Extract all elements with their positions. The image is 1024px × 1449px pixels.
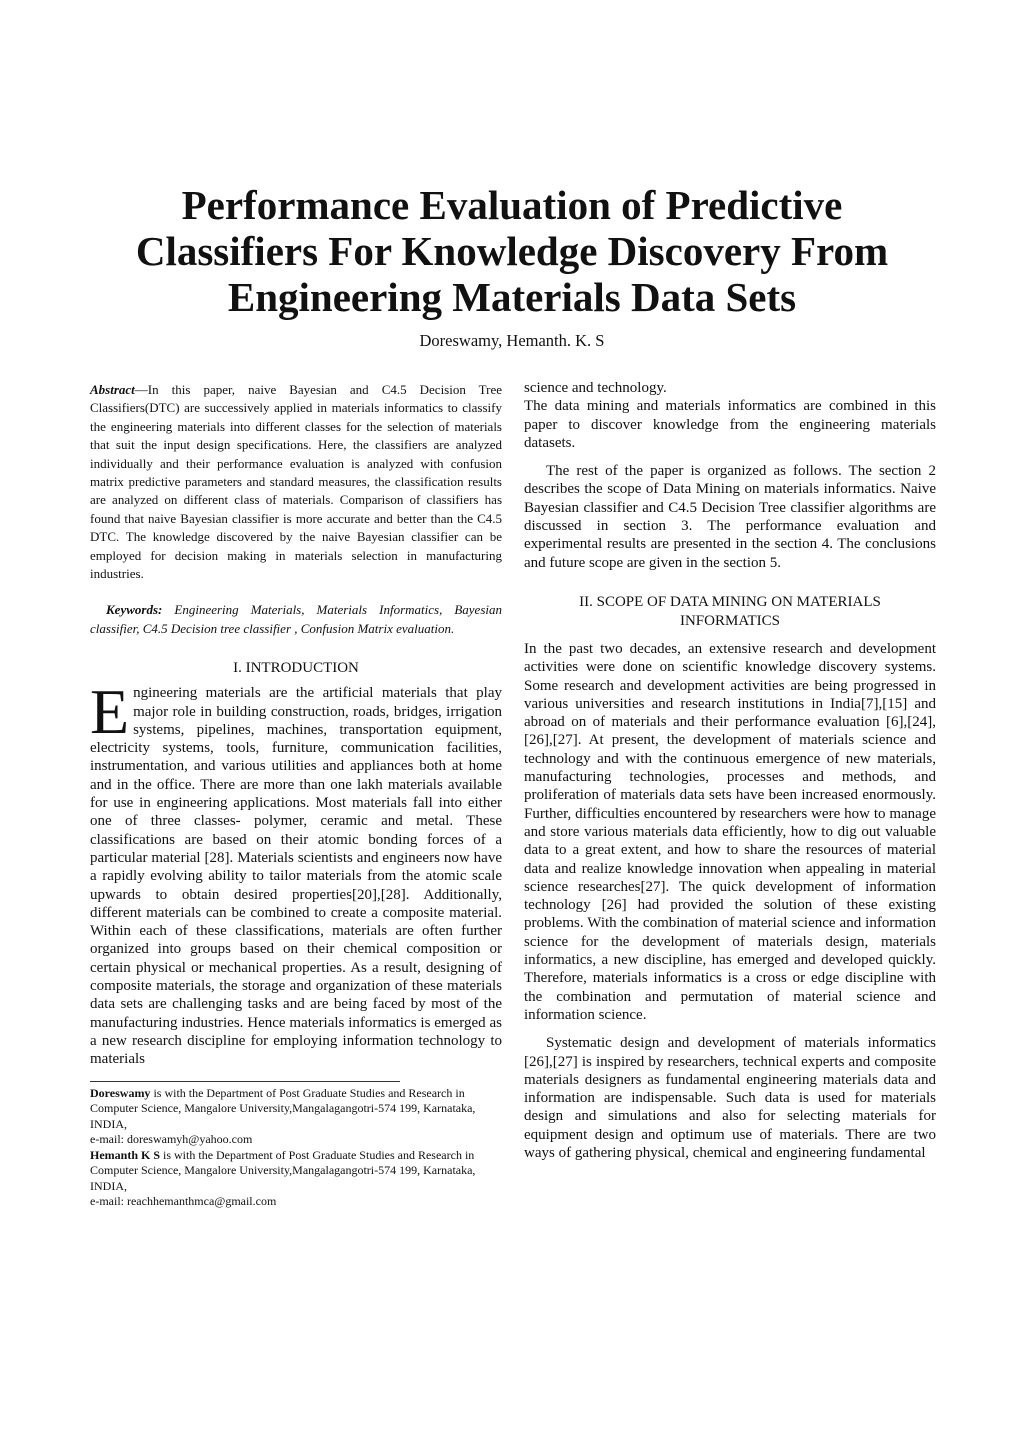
- footnote-author1-name: Doreswamy: [90, 1085, 151, 1100]
- footnote-divider: [90, 1081, 400, 1082]
- footnote-author1-email[interactable]: e-mail: doreswamyh@yahoo.com: [90, 1132, 253, 1147]
- intro-continuation-3: The rest of the paper is organized as follows. The section 2 describes the scope of Data Mining on materials informatics. Naive Bayesian classifier and C4.5 Decision Tree classifier algorithms are discussed in section 3. The performance evaluation and experimental results are presented in the section 4. The conclusions and future scope are given in the section 5.: [524, 463, 936, 571]
- abstract-dash: —: [134, 382, 148, 397]
- keywords-label: Keywords:: [106, 602, 163, 618]
- introduction-paragraph: [90, 676, 502, 1068]
- section2-heading-line2: INFORMATICS: [679, 612, 781, 629]
- footnote-author1: [90, 1086, 502, 1133]
- intro-continuation-2: The data mining and materials informatics are combined in this paper to discover knowledge from the engineering materials datasets.: [524, 398, 936, 451]
- left-column: [90, 381, 502, 1210]
- section2-paragraph-1: In the past two decades, an extensive research and development activities were done on scientific knowledge discovery systems. Some research and development activities are being progressed in various universities and research institutions in India[7],[15] and abroad on of materials and their performance evaluation [6],[24],[26],[27]. At present, the development of materials science and technology and with the continuous emergence of new materials, manufacturing technologies, processes and methods, and proliferation of materials data sets have been increased enormously. Further, difficulties encountered by researchers were how to manage and store various materials data efficiently, how to dig out valuable data to a great extent, and how to share the resources of material data and realize knowledge innovation when appealing in material science researches[27]. The quick development of information technology [26] had provided the solution of these existing problems. With the combination of material science and information science for the development of materials design, materials informatics, a new discipline, has emerged and developed quickly. Therefore, materials informatics is a cross or edge discipline with the combination and permutation of material science and information science.: [524, 640, 936, 1023]
- abstract: [90, 381, 502, 583]
- right-column: [524, 379, 936, 1162]
- introduction-heading: I. INTRODUCTION: [233, 660, 359, 677]
- intro-continuation-1: science and technology.: [524, 380, 667, 396]
- footnote-author2: [90, 1148, 502, 1195]
- footnote-author2-name: Hemanth K S: [90, 1147, 161, 1162]
- keywords: [90, 601, 502, 638]
- footnote-author1-affiliation: is with the Department of Post Graduate Studies and Research in Computer Science, Mangalore University,Mangalagangotri-574 199, Karnataka, INDIA,: [90, 1085, 476, 1131]
- introduction-text: ngineering materials are the artificial materials that play major role in building construction, roads, bridges, irrigation systems, pipelines, machines, transportation equipment, electricity systems, tools, furniture, communication facilities, instrumentation, and various utilities and appliances both at home and in the office. There are more than one lakh materials available for use in engineering applications. Most materials fall into either one of three classes- polymer, ceramic and metal. These classifications are based on their atomic bonding forces of a particular material [28]. Materials scientists and engineers now have a rapidly evolving ability to tailor materials from the atomic scale upwards to obtain desired properties[20],[28]. Additionally, different materials can be combined to create a composite material. Within each of these classifications, materials are often further organized into groups based on their chemical composition or certain physical or mechanical properties. As a result, designing of composite materials, the storage and organization of these materials data sets are challenging tasks and are being faced by most of the manufacturing industries. Hence materials informatics is emerged as a new research discipline for employing information technology to materials: [90, 685, 502, 1068]
- abstract-label: Abstract: [90, 382, 135, 397]
- paper-authors: Doreswamy, Hemanth. K. S: [419, 331, 605, 350]
- footnote-author2-affiliation: is with the Department of Post Graduate Studies and Research in Computer Science, Mangalore University,Mangalagangotri-574 199, Karnataka, INDIA,: [90, 1147, 476, 1193]
- paper-title: Performance Evaluation of Predictive Classifiers For Knowledge Discovery From Engineering Materials Data Sets: [135, 182, 889, 320]
- section2-paragraph-2: Systematic design and development of materials informatics [26],[27] is inspired by researchers, technical experts and composite materials designers as fundamental engineering materials data and information are indispensable. Such data is used for materials design and simulations and also for selecting materials for equipment design and optimum use of materials. There are two ways of gathering physical, chemical and engineering fundamental: [524, 1035, 936, 1161]
- footnote-author2-email[interactable]: e-mail: reachhemanthmca@gmail.com: [90, 1194, 277, 1209]
- dropcap-letter: E: [90, 676, 130, 748]
- section2-heading-line1: II. SCOPE OF DATA MINING ON MATERIALS: [579, 593, 881, 610]
- abstract-text: In this paper, naive Bayesian and C4.5 Decision Tree Classifiers(DTC) are successively applied in materials informatics to classify the engineering materials into different classes for the selection of materials that suit the input design specifications. Here, the classifiers are analyzed individually and their performance evaluation is analyzed with confusion matrix predictive parameters and standard measures, the classification results are analyzed on different class of materials. Comparison of classifiers has found that naive Bayesian classifier is more accurate and better than the C4.5 DTC. The knowledge discovered by the naive Bayesian classifier can be employed for decision making in materials selection in manufacturing industries.: [90, 382, 502, 582]
- keywords-text: Engineering Materials, Materials Informatics, Bayesian classifier, C4.5 Decision tree classifier , Confusion Matrix evaluation.: [90, 602, 503, 636]
